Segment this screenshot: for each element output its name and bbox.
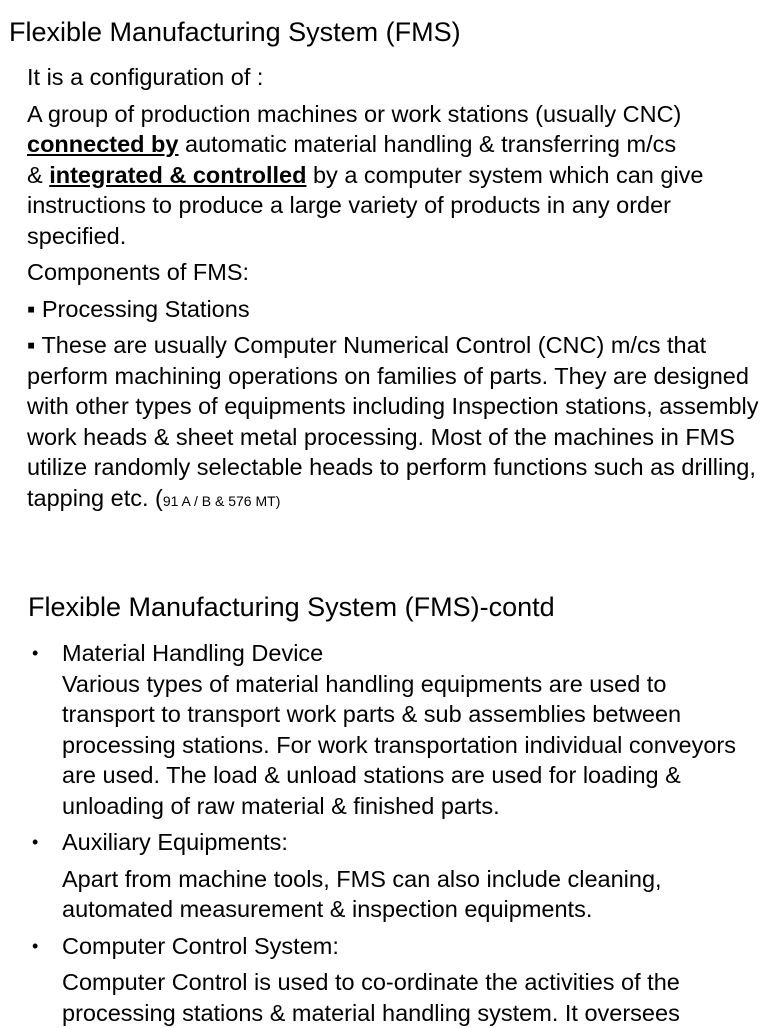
round-bullet-icon: • xyxy=(32,931,38,962)
square-bullet-icon: ▪ xyxy=(27,332,35,358)
list-item-auxiliary-equipments xyxy=(27,827,762,925)
components-heading: Components of FMS: xyxy=(27,257,762,288)
definition-text-3: & xyxy=(27,162,49,188)
list-item-computer-control xyxy=(27,931,762,1028)
item-heading: Material Handling Device xyxy=(62,638,762,669)
round-bullet-icon: • xyxy=(32,827,38,858)
item-body: Computer Control is used to co-ordinate the activities of the processing stations & material handling system. It oversees xyxy=(62,967,762,1028)
definition-text-1: A group of production machines or work stations (usually CNC) xyxy=(27,101,681,127)
bullet-processing-stations xyxy=(27,294,762,325)
connected-by-emphasis: connected by xyxy=(27,131,178,157)
definition-paragraph xyxy=(27,99,762,252)
slide2-body xyxy=(27,638,762,1028)
bullet-processing-stations-text: Processing Stations xyxy=(35,296,249,322)
intro-text: It is a configuration of : xyxy=(27,62,762,93)
item-body: Apart from machine tools, FMS can also include cleaning, automated measurement & inspection equipments. xyxy=(62,864,762,925)
slide1-title: Flexible Manufacturing System (FMS) xyxy=(9,15,461,49)
round-bullet-icon: • xyxy=(32,638,38,669)
reference-note: 91 A / B & 576 MT) xyxy=(163,493,281,509)
definition-text-4: by a computer system which can give instructions to produce a large variety of products in any order specified. xyxy=(27,162,704,249)
slide1-body xyxy=(27,62,762,516)
list-item-material-handling xyxy=(27,638,762,821)
item-heading: Auxiliary Equipments: xyxy=(62,827,762,858)
item-heading: Computer Control System: xyxy=(62,931,762,962)
cnc-description-text: These are usually Computer Numerical Control (CNC) m/cs that perform machining operations on families of parts. They are designed with other types of equipments including Inspection stations, assembly work heads & sheet metal processing. Most of the machines in FMS utilize randomly selectable heads to perform functions such as drilling, tapping etc. ( xyxy=(27,332,759,511)
item-body: Various types of material handling equipments are used to transport to transport work parts & sub assemblies between processing stations. For work transportation individual conveyors are used. The load & unload stations are used for loading & unloading of raw material & finished parts. xyxy=(62,669,762,822)
integrated-controlled-emphasis: integrated & controlled xyxy=(49,162,306,188)
definition-text-2: automatic material handling & transferring m/cs xyxy=(178,131,676,157)
square-bullet-icon: ▪ xyxy=(27,296,35,322)
slide2-title: Flexible Manufacturing System (FMS)-contd xyxy=(28,590,555,624)
bullet-cnc-description xyxy=(27,330,762,516)
